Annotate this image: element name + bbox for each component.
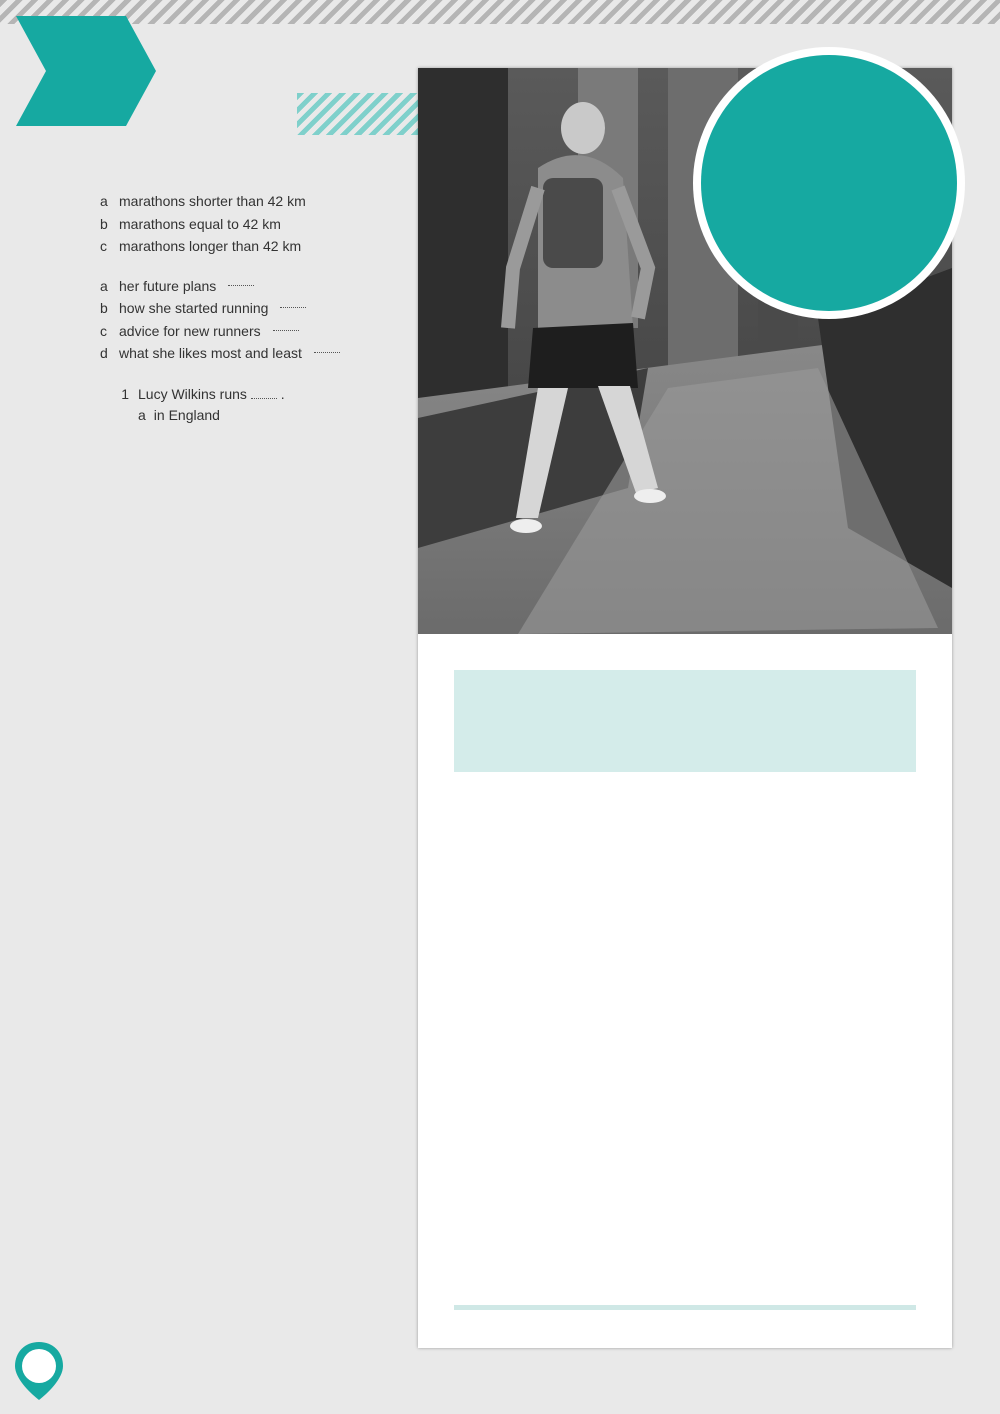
title-stripe-decoration xyxy=(297,93,419,135)
article-body xyxy=(466,796,916,805)
option xyxy=(100,235,396,258)
option-text: marathons longer than 42 km xyxy=(119,238,302,254)
option-text: marathons equal to 42 km xyxy=(119,215,281,232)
liveworksheets-logo-icon xyxy=(690,1372,712,1394)
option xyxy=(100,320,396,343)
option xyxy=(100,190,396,213)
option-letter: c xyxy=(100,322,107,339)
article-bottom-rule xyxy=(454,1305,916,1310)
reading-exercises xyxy=(76,176,396,461)
unit-badge xyxy=(16,16,156,126)
option-text: her future plans xyxy=(119,277,217,294)
question-2 xyxy=(76,275,396,365)
option-letter: a xyxy=(100,193,108,209)
option-letter: b xyxy=(100,300,108,316)
title-badge-circle xyxy=(689,43,969,323)
option-text: advice for new runners xyxy=(119,322,261,339)
item-text: Lucy Wilkins runs . xyxy=(138,385,285,402)
option-text: what she likes most and least xyxy=(119,345,302,361)
answer-blank[interactable] xyxy=(273,320,299,331)
liveworksheets-brand xyxy=(690,1372,714,1394)
option xyxy=(100,213,396,236)
option-text: in England xyxy=(153,407,220,423)
question-1 xyxy=(76,190,396,258)
item-number: 1 xyxy=(121,385,129,402)
option-letter: b xyxy=(100,215,108,232)
choice-options xyxy=(138,404,396,427)
option-letter: c xyxy=(100,238,107,254)
option-letter: a xyxy=(100,277,108,294)
option-letter: d xyxy=(100,345,108,361)
answer-blank[interactable] xyxy=(280,297,306,308)
question-3 xyxy=(76,382,396,427)
answer-blank[interactable] xyxy=(314,342,340,353)
page-marker-icon xyxy=(13,1340,65,1402)
option-text: marathons shorter than 42 km xyxy=(119,193,306,209)
answer-blank[interactable] xyxy=(228,275,254,286)
option-letter: a xyxy=(138,407,146,423)
option-text: how she started running xyxy=(119,300,269,316)
article-intro xyxy=(454,670,916,772)
option xyxy=(100,342,396,365)
answer-blank[interactable] xyxy=(251,388,277,399)
option xyxy=(100,297,396,320)
option xyxy=(100,275,396,298)
sentence-item xyxy=(109,384,396,405)
